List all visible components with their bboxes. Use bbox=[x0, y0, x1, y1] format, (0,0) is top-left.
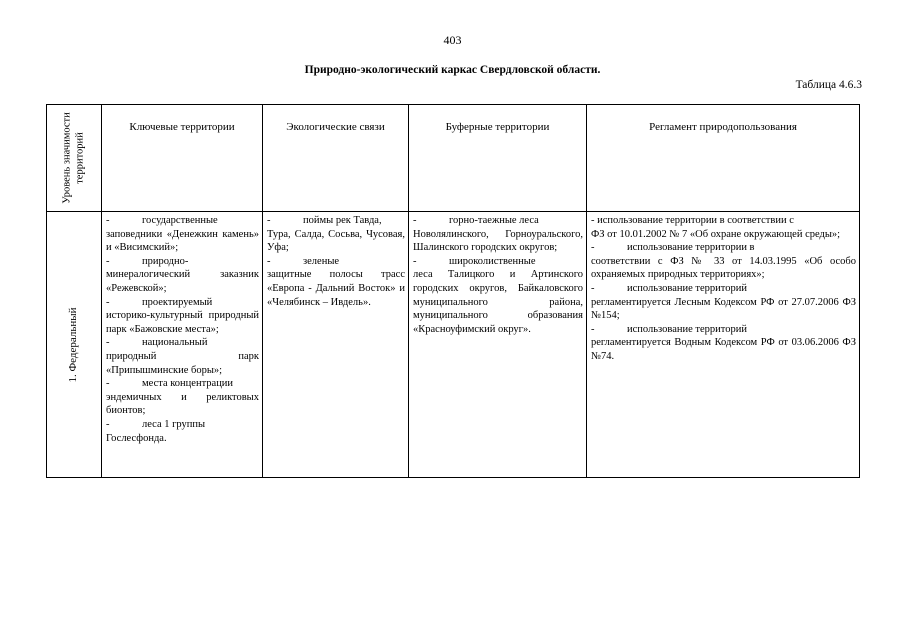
list-item-lead-line bbox=[106, 418, 259, 432]
document-title: Природно-экологический каркас Свердловской области. bbox=[304, 64, 601, 76]
header-eco: Экологические связи bbox=[286, 121, 385, 133]
list-item-text: Гослесфонда. bbox=[106, 432, 167, 444]
list-item bbox=[267, 255, 405, 309]
list-item-lead-line bbox=[591, 282, 856, 296]
list-item-text: Тура, Салда, Сосьва, Чусовая, Уфа; bbox=[267, 228, 405, 254]
list-item bbox=[413, 214, 583, 255]
list-item bbox=[591, 214, 856, 241]
list-item bbox=[106, 255, 259, 296]
list-item-lead: национальный bbox=[142, 337, 208, 349]
list-item bbox=[591, 282, 856, 323]
list-item-lead-line bbox=[591, 323, 856, 337]
list-item-text: минералогический заказник «Режевской»; bbox=[106, 269, 259, 294]
list-item-text: Новолялинского, Горноуральского, Шалинского городских округов; bbox=[413, 228, 583, 254]
header-buffer: Буферные территории bbox=[445, 121, 550, 133]
buffer-territories-cell bbox=[409, 212, 587, 478]
list-item-text: соответствии с ФЗ № 33 от 14.03.1995 «Об особо охраняемых природных территориях»; bbox=[591, 255, 856, 281]
list-item-lead: использование территорий bbox=[627, 323, 747, 335]
list-item-lead-line bbox=[591, 214, 856, 228]
bullet-dash: - bbox=[413, 255, 417, 267]
list-item-lead: горно-таежные леса bbox=[449, 215, 539, 226]
eco-links-cell bbox=[263, 212, 409, 478]
bullet-dash: - bbox=[106, 215, 110, 226]
list-item-lead: - использование территории в соответствии с bbox=[591, 215, 794, 226]
list-item-lead: поймы рек Тавда, bbox=[303, 215, 382, 226]
buffer-territories-list bbox=[409, 212, 586, 336]
list-item-text: ФЗ от 10.01.2002 № 7 «Об охране окружающей среды»; bbox=[591, 228, 841, 240]
header-regulation-cell bbox=[587, 105, 860, 212]
list-item-text: защитные полосы трасс «Европа - Дальний Восток» и «Челябинск – Ивдель». bbox=[267, 269, 405, 308]
list-item bbox=[106, 418, 259, 445]
table-header-row bbox=[47, 105, 860, 212]
list-item bbox=[106, 377, 259, 418]
list-item-lead: природно- bbox=[142, 255, 189, 267]
list-item-text: природный парк «Припышминские боры»; bbox=[106, 350, 259, 376]
regulation-list bbox=[587, 212, 859, 364]
list-item-text: леса Талицкого и Артинского городских округов, Байкаловского муниципального района, муниципального образования «Красноуфимский округ». bbox=[413, 269, 583, 335]
list-item-lead-line bbox=[413, 214, 583, 228]
list-item-text: регламентируется Лесным Кодексом РФ от 27.07.2006 ФЗ №154; bbox=[591, 296, 856, 322]
bullet-dash: - bbox=[106, 296, 110, 308]
list-item-lead-line bbox=[413, 255, 583, 269]
list-item bbox=[106, 336, 259, 377]
bullet-dash: - bbox=[106, 337, 110, 349]
list-item-lead-line bbox=[267, 214, 405, 228]
list-item-lead-line bbox=[106, 214, 259, 228]
list-item-text: эндемичных и реликтовых бионтов; bbox=[106, 391, 259, 417]
list-item-lead: широколиственные bbox=[449, 255, 536, 267]
list-item bbox=[106, 214, 259, 255]
bullet-dash: - bbox=[106, 255, 110, 267]
header-key-cell bbox=[102, 105, 263, 212]
list-item bbox=[106, 296, 259, 337]
key-territories-list bbox=[102, 212, 262, 445]
list-item bbox=[413, 255, 583, 337]
list-item-text: регламентируется Водным Кодексом РФ от 03.06.2006 ФЗ №74. bbox=[591, 337, 856, 362]
list-item bbox=[591, 323, 856, 364]
bullet-dash: - bbox=[591, 282, 595, 294]
level-value: 1. Федеральный bbox=[67, 306, 80, 383]
list-item-lead: места концентрации bbox=[142, 378, 234, 390]
list-item-lead: использование территорий bbox=[627, 282, 747, 294]
header-buffer-cell bbox=[409, 105, 587, 212]
eco-links-list bbox=[263, 212, 408, 309]
list-item-lead-line bbox=[591, 241, 856, 255]
bullet-dash: - bbox=[591, 242, 595, 254]
list-item-lead-line bbox=[106, 336, 259, 350]
list-item-text: заповедники «Денежкин камень» и «Висимский»; bbox=[106, 228, 259, 254]
table-row bbox=[47, 212, 860, 478]
bullet-dash: - bbox=[591, 323, 595, 335]
header-level-cell bbox=[47, 105, 102, 212]
list-item-lead-line bbox=[267, 255, 405, 269]
list-item-lead: использование территории в bbox=[627, 242, 755, 254]
list-item-lead-line bbox=[106, 377, 259, 391]
level-cell bbox=[47, 212, 102, 478]
table-number: Таблица 4.6.3 bbox=[795, 79, 862, 91]
list-item-lead: зеленые bbox=[303, 255, 340, 267]
regulation-cell bbox=[587, 212, 860, 478]
list-item-lead: леса 1 группы bbox=[142, 418, 206, 430]
list-item-lead-line bbox=[106, 255, 259, 269]
list-item-lead: проектируемый bbox=[142, 296, 213, 308]
header-eco-cell bbox=[263, 105, 409, 212]
bullet-dash: - bbox=[413, 215, 417, 226]
list-item-text: историко-культурный природный парк «Бажовские места»; bbox=[106, 310, 259, 335]
header-regulation: Регламент природопользования bbox=[649, 121, 797, 133]
bullet-dash: - bbox=[106, 378, 110, 390]
list-item bbox=[591, 241, 856, 282]
bullet-dash: - bbox=[106, 418, 110, 430]
landscape-framework-table bbox=[46, 104, 860, 478]
list-item bbox=[267, 214, 405, 255]
bullet-dash: - bbox=[267, 255, 271, 267]
header-key: Ключевые территории bbox=[129, 121, 235, 133]
bullet-dash: - bbox=[267, 215, 271, 226]
key-territories-cell bbox=[102, 212, 263, 478]
list-item-lead-line bbox=[106, 296, 259, 310]
list-item-lead: государственные bbox=[142, 215, 218, 226]
page-number: 403 bbox=[443, 33, 462, 47]
header-level: Уровень значимости территорий bbox=[61, 112, 85, 204]
